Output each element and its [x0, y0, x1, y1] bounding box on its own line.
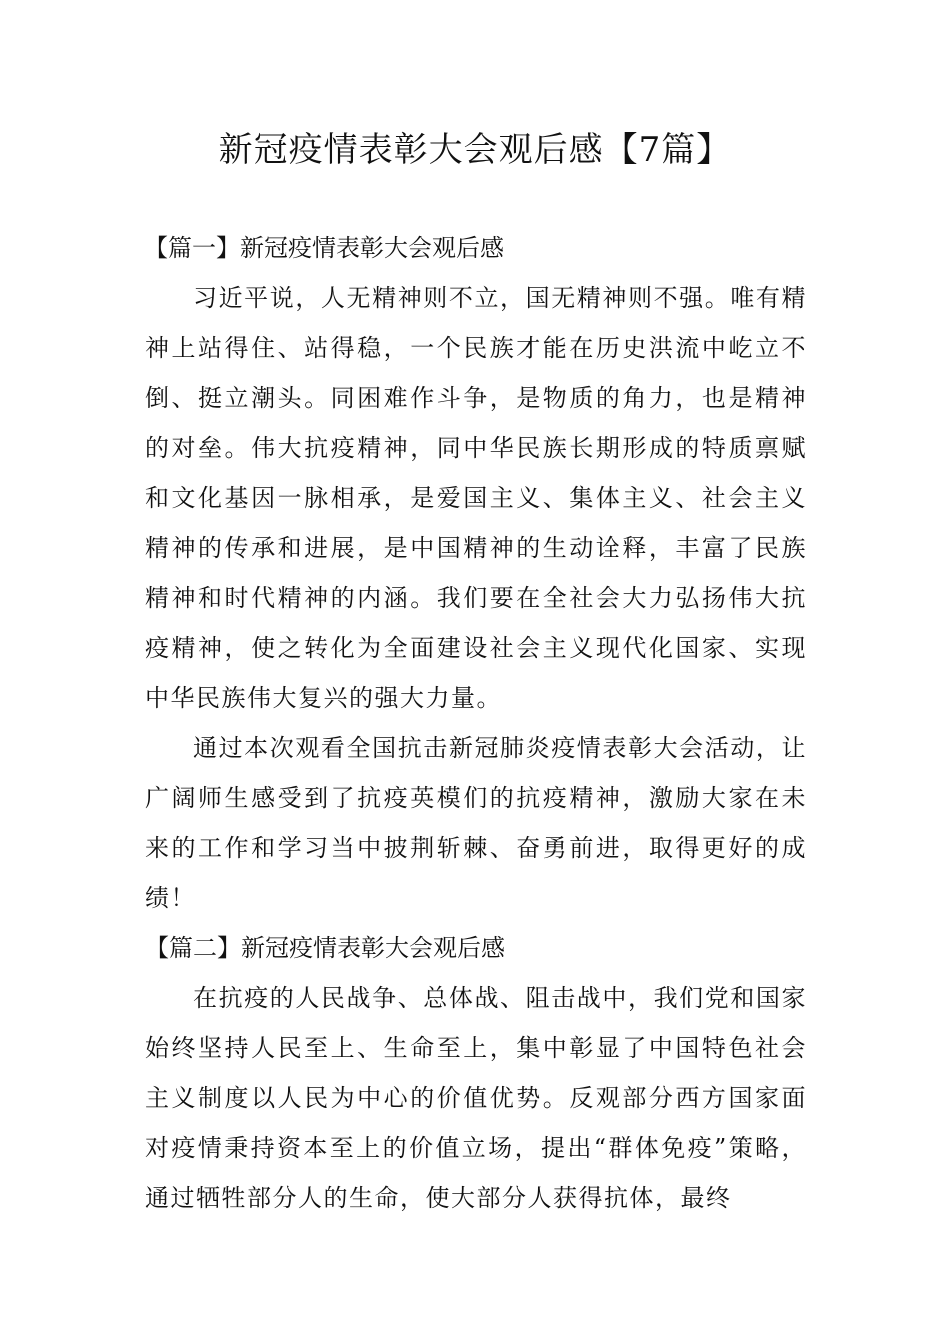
document-body — [145, 223, 807, 1223]
document-title: 新冠疫情表彰大会观后感【7篇】 — [218, 130, 732, 170]
section-1-paragraph-2: 通过本次观看全国抗击新冠肺炎疫情表彰大会活动，让广阔师生感受到了抗疫英模们的抗疫精神，激励大家在未来的工作和学习当中披荆斩棘、奋勇前进，取得更好的成绩！ — [145, 734, 807, 912]
section-1-paragraph-1: 习近平说，人无精神则不立，国无精神则不强。唯有精神上站得住、站得稳，一个民族才能在历史洪流中屹立不倒、挺立潮头。同困难作斗争，是物质的角力，也是精神的对垒。伟大抗疫精神，同中华民族长期形成的特质禀赋和文化基因一脉相承，是爱国主义、集体主义、社会主义精神的传承和进展，是中国精神的生动诠释，丰富了民族精神和时代精神的内涵。我们要在全社会大力弘扬伟大抗疫精神，使之转化为全面建设社会主义现代化国家、实现中华民族伟大复兴的强大力量。 — [145, 284, 807, 712]
section-heading-1: 【篇一】新冠疫情表彰大会观后感 — [144, 234, 504, 262]
section-2-paragraph-1: 在抗疫的人民战争、总体战、阻击战中，我们党和国家始终坚持人民至上、生命至上，集中彰显了中国特色社会主义制度以人民为中心的价值优势。反观部分西方国家面对疫情秉持资本至上的价值立场，提出“群体免疫”策略，通过牺牲部分人的生命，使大部分人获得抗体，最终 — [145, 984, 807, 1212]
section-heading-2: 【篇二】新冠疫情表彰大会观后感 — [145, 934, 505, 962]
